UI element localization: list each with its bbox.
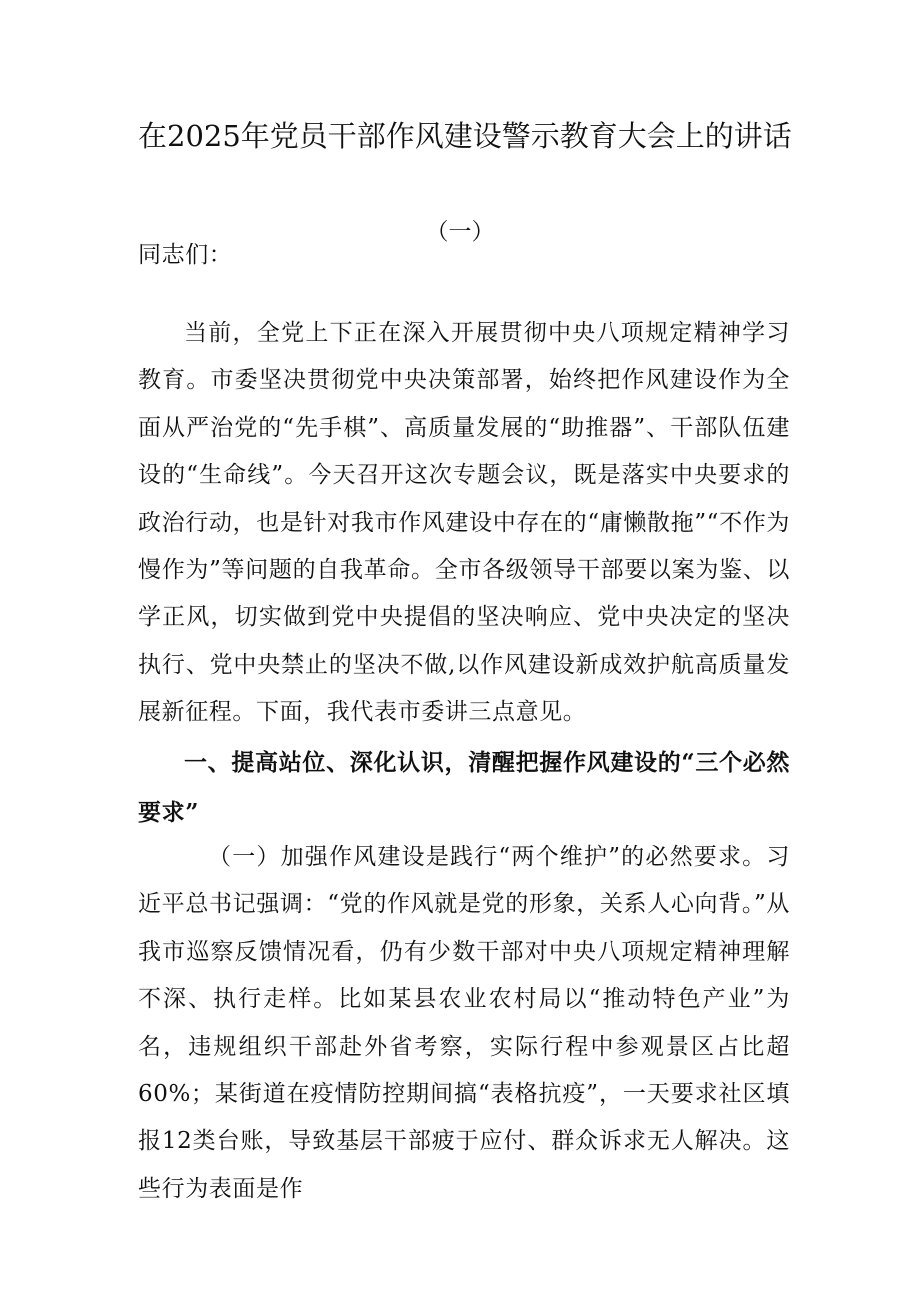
- paragraph-subsection-1: （一）加强作风建设是践行“两个维护”的必然要求。习近平总书记强调：“党的作风就是党的形象，关系人心向背。”从我市巡察反馈情况看，仍有少数干部对中央八项规定精神理解不深、执行走样。比如某县农业农村局以“推动特色产业”为名，违规组织干部赴外省考察，实际行程中参观景区占比超60%；某街道在疫情防控期间搞“表格抗疫”，一天要求社区填报12类台账，导致基层干部疲于应付、群众诉求无人解决。这些行为表面是作: [138, 844, 790, 1202]
- salutation: 同志们：: [138, 242, 233, 268]
- section-heading-1: 一、提高站位、深化认识，清醒把握作风建设的“三个必然要求”: [138, 749, 790, 826]
- document-title: 在2025年党员干部作风建设警示教育大会上的讲话: [138, 119, 792, 153]
- paragraph-intro: 当前，全党上下正在深入开展贯彻中央八项规定精神学习教育。市委坚决贯彻党中央决策部署，始终把作风建设作为全面从严治党的“先手棋”、高质量发展的“助推器”、干部队伍建设的“生命线”。今天召开这次专题会议，既是落实中央要求的政治行动，也是针对我市作风建设中存在的“庸懒散拖”“不作为慢作为”等问题的自我革命。全市各级领导干部要以案为鉴、以学正风，切实做到党中央提倡的坚决响应、党中央决定的坚决执行、党中央禁止的坚决不做,以作风建设新成效护航高质量发展新征程。下面，我代表市委讲三点意见。: [138, 320, 790, 726]
- section-mark: （一）: [425, 219, 495, 245]
